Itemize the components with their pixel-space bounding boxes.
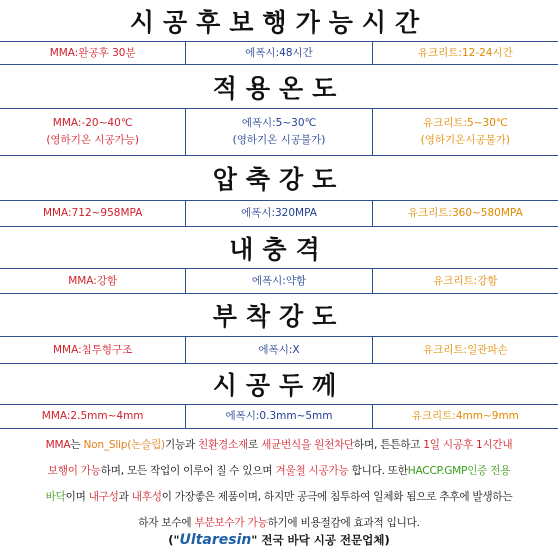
- section-title-adhesion-strength: 부착강도: [212, 302, 346, 331]
- section-title-compressive-strength: 압축강도: [212, 165, 346, 194]
- row-walk-time: [0, 41, 558, 65]
- footer-rest: " 전국 바닥 시공 전문업체): [251, 533, 390, 547]
- cell-epoxy: [186, 201, 372, 226]
- cell-urecrete: [373, 269, 558, 293]
- cell-text: MMA:침투형구조: [52, 343, 133, 356]
- cell-epoxy: [186, 269, 372, 293]
- cell-text: 유크리트:360~580MPA: [407, 207, 523, 219]
- cell-text: 에폭시:48시간: [245, 46, 313, 59]
- cell-text: 에폭시:5~30℃: [241, 117, 317, 129]
- cell-epoxy: [186, 337, 372, 363]
- text-span: 겨울철 시공가능: [275, 465, 349, 477]
- cell-urecrete: [373, 201, 558, 226]
- cell-mma: [0, 269, 186, 293]
- footer-company: [0, 530, 558, 550]
- text-span: HACCP.GMP인증 전용: [407, 465, 511, 477]
- section-title-temperature: 적용온도: [212, 74, 346, 103]
- paragraph-line: [6, 458, 552, 484]
- cell-text: 유크리트:강함: [433, 274, 498, 287]
- text-span: 바닥: [45, 491, 66, 503]
- cell-text: MMA:완공후 30분: [49, 46, 136, 59]
- cell-mma: [0, 405, 186, 428]
- row-thickness: [0, 404, 558, 429]
- cell-mma: [0, 42, 186, 64]
- cell-text: 유크리트:5~30℃: [422, 117, 508, 129]
- cell-mma: [0, 337, 186, 363]
- text-span: 하며, 튼튼하고: [354, 439, 424, 451]
- cell-epoxy: [186, 405, 372, 428]
- row-temperature: [0, 108, 558, 156]
- brand-name: Ultaresin: [179, 532, 252, 548]
- cell-text: MMA:-20~40℃: [52, 117, 133, 129]
- paragraph-line: [6, 432, 552, 458]
- cell-text: 유크리트:12-24시간: [417, 46, 513, 59]
- cell-urecrete: [373, 337, 558, 363]
- text-span: 내구성: [88, 491, 119, 503]
- cell-epoxy: [186, 42, 372, 64]
- text-span: Non_Slip(논슬립): [83, 439, 165, 451]
- text-span: 세균번식을 원천차단: [261, 439, 355, 451]
- cell-subtext: (영하기온시공불가): [420, 134, 510, 146]
- cell-urecrete: [373, 42, 558, 64]
- cell-text: 에폭시:X: [258, 343, 300, 356]
- text-span: 합니다. 또한: [348, 465, 408, 477]
- text-span: 보행이 가능: [47, 465, 101, 477]
- description-paragraph: [6, 432, 552, 536]
- cell-urecrete: [373, 109, 558, 155]
- cell-text: 에폭시:0.3mm~5mm: [225, 410, 333, 422]
- text-span: 하기에 비용절감에 효과적 입니다.: [267, 517, 420, 529]
- text-span: 로: [247, 439, 262, 451]
- row-adhesion-strength: [0, 336, 558, 364]
- section-title-impact-resistance: 내충격: [229, 235, 329, 264]
- text-span: 과: [118, 491, 132, 503]
- text-span: 기능과: [164, 439, 199, 451]
- footer-open: (": [168, 533, 180, 547]
- cell-text: MMA:712~958MPA: [42, 207, 143, 219]
- cell-text: MMA:강함: [68, 274, 118, 287]
- text-span: 하자 보수에: [138, 517, 195, 529]
- cell-text: 에폭시:약함: [251, 274, 307, 287]
- section-title-thickness: 시공두께: [212, 371, 346, 400]
- cell-mma: [0, 109, 186, 155]
- cell-mma: [0, 201, 186, 226]
- cell-text: 유크리트:4mm~9mm: [411, 410, 519, 422]
- row-compressive-strength: [0, 200, 558, 227]
- cell-text: 에폭시:320MPA: [241, 207, 317, 219]
- text-span: 1일 시공후 1시간내: [423, 439, 513, 451]
- row-impact-resistance: [0, 268, 558, 294]
- paragraph-line: [6, 484, 552, 510]
- text-span: 내후성: [131, 491, 162, 503]
- cell-epoxy: [186, 109, 372, 155]
- text-span: 이며: [65, 491, 89, 503]
- cell-subtext: (영하기온 시공가능): [46, 134, 139, 146]
- cell-text: MMA:2.5mm~4mm: [41, 410, 144, 422]
- text-span: 이 가장좋은 제품이며, 하지만 공극에 침투하여 일체화 됨으로 추후에 발생하는: [161, 491, 513, 503]
- text-span: 는: [70, 439, 84, 451]
- cell-urecrete: [373, 405, 558, 428]
- text-span: 친환경소재: [198, 439, 248, 451]
- text-span: 부분보수가 가능: [194, 517, 268, 529]
- section-title-walk-time: 시공후보행가능시간: [129, 8, 429, 37]
- cell-text: 유크리트:일관파손: [422, 343, 508, 356]
- text-span: MMA: [45, 439, 71, 451]
- text-span: 하며, 모든 작업이 이루어 질 수 있으며: [100, 465, 276, 477]
- cell-subtext: (영하기온 시공불가): [232, 134, 326, 146]
